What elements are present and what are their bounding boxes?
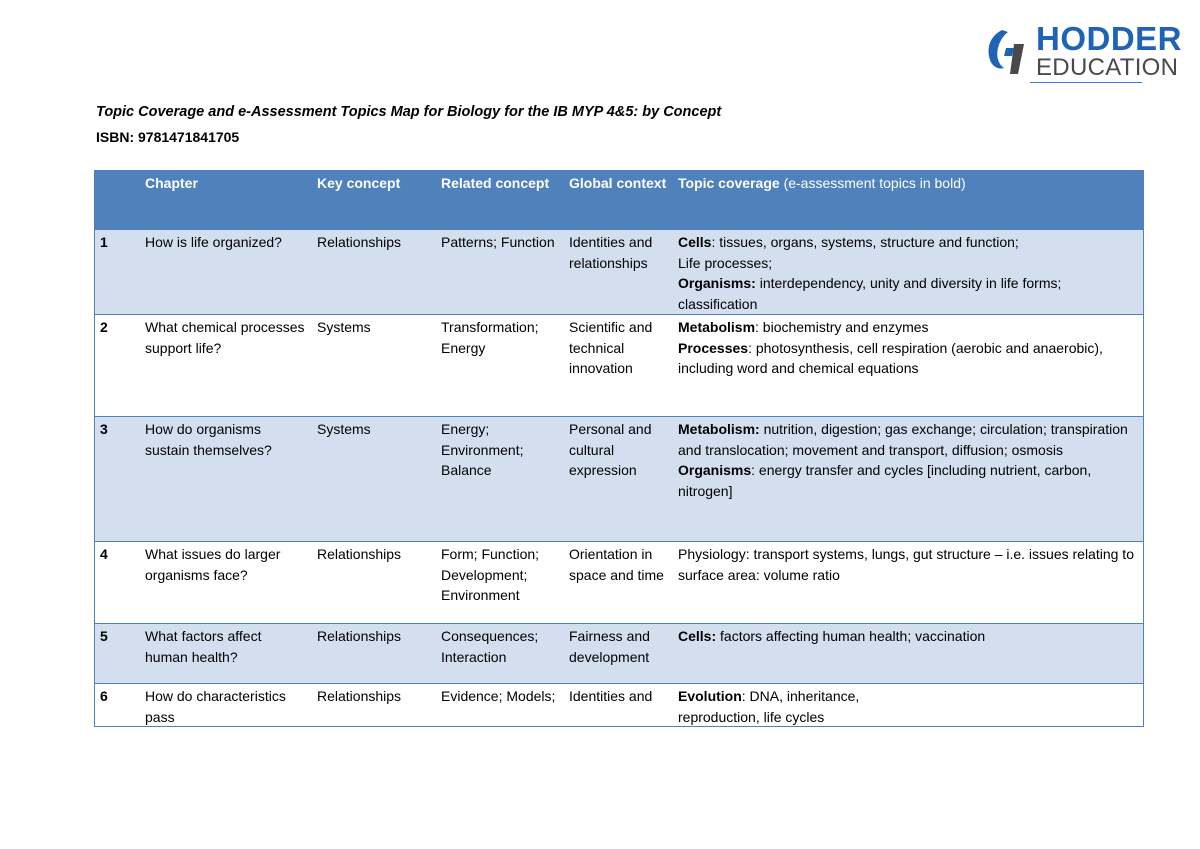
chapter-number: 6 [95, 684, 140, 728]
key-concept: Relationships [312, 542, 436, 624]
coverage-bold: Organisms [678, 462, 752, 478]
chapter-number: 4 [95, 542, 140, 624]
chapter-title: What factors affect human health? [140, 624, 312, 684]
related-concept: Consequences; Interaction [436, 624, 564, 684]
coverage-text: factors affecting human health; vaccination [716, 628, 986, 644]
coverage-text: : photosynthesis, cell respiration (aerobic and anaerobic), including word and chemical equations [678, 339, 1103, 376]
hodder-logo-mark-icon [984, 26, 1030, 76]
topic-coverage [673, 624, 1144, 684]
header-key-concept: Key concept [312, 171, 436, 230]
coverage-bold: Metabolism [678, 319, 756, 335]
coverage-text: reproduction, life cycles [678, 708, 825, 725]
global-context: Fairness and development [564, 624, 673, 684]
header-global-context: Global context [564, 171, 673, 230]
coverage-text: Life processes; [678, 254, 773, 271]
coverage-line [678, 338, 1140, 379]
coverage-text: : tissues, organs, systems, structure and function; [711, 234, 1019, 250]
coverage-line [678, 460, 1140, 501]
coverage-bold: Cells: [678, 628, 717, 644]
coverage-bold: Processes [678, 339, 749, 356]
coverage-text: : energy transfer and cycles [including nutrient, carbon, nitrogen] [678, 462, 1092, 499]
coverage-bold: Evolution [678, 688, 742, 704]
chapter-number: 3 [95, 417, 140, 542]
key-concept: Systems [312, 315, 436, 417]
table-row [95, 417, 1144, 542]
global-context: Orientation in space and time [564, 542, 673, 624]
chapter-title: How is life organized? [140, 230, 312, 315]
coverage-line [678, 419, 1140, 460]
header-related-concept: Related concept [436, 171, 564, 230]
chapter-title: What issues do larger organisms face? [140, 542, 312, 624]
related-concept: Form; Function; Development; Environment [436, 542, 564, 624]
coverage-text: Physiology: transport systems, lungs, gut structure – i.e. issues relating to surface area: volume ratio [678, 546, 1134, 583]
coverage-text: interdependency, unity and diversity in life forms; classification [678, 275, 1062, 312]
related-concept: Patterns; Function [436, 230, 564, 315]
coverage-bold: Cells [678, 234, 712, 250]
table-row [95, 624, 1144, 684]
coverage-bold: Metabolism: [678, 421, 760, 437]
header-chapter: Chapter [140, 171, 312, 230]
global-context: Personal and cultural expression [564, 417, 673, 542]
chapter-title: How do organisms sustain themselves? [140, 417, 312, 542]
logo-word-education: EDUCATION [1036, 54, 1179, 81]
coverage-line [678, 232, 1140, 253]
topic-coverage [673, 315, 1144, 417]
logo-underline [1030, 82, 1142, 83]
coverage-line [678, 626, 1140, 647]
chapter-title: How do characteristics pass [140, 684, 312, 728]
coverage-text: : biochemistry and enzymes [755, 319, 929, 335]
coverage-text: nutrition, digestion; gas exchange; circulation; transpiration and translocation; movement and transport, diffusion; osmosis [678, 421, 1128, 458]
coverage-line [678, 273, 1140, 314]
chapter-number: 1 [95, 230, 140, 315]
chapter-number: 5 [95, 624, 140, 684]
topic-coverage [673, 542, 1144, 624]
coverage-line [678, 707, 1140, 728]
key-concept: Relationships [312, 624, 436, 684]
header-number [95, 171, 140, 230]
related-concept: Energy; Environment; Balance [436, 417, 564, 542]
table-row [95, 315, 1144, 417]
coverage-line [678, 544, 1140, 585]
coverage-line [678, 686, 1140, 707]
coverage-bold: Organisms: [678, 275, 756, 291]
header-topic-coverage [673, 171, 1144, 230]
global-context: Identities and [564, 684, 673, 728]
hodder-education-logo [984, 20, 1183, 84]
header-topic-coverage-note: (e-assessment topics in bold) [783, 175, 966, 191]
coverage-line [678, 253, 1140, 274]
key-concept: Relationships [312, 684, 436, 728]
related-concept: Evidence; Models; [436, 684, 564, 728]
logo-word-hodder: HODDER [1036, 20, 1183, 57]
global-context: Identities and relationships [564, 230, 673, 315]
table-header-row [95, 171, 1144, 230]
table-row [95, 230, 1144, 315]
related-concept: Transformation; Energy [436, 315, 564, 417]
isbn-line: ISBN: 9781471841705 [96, 129, 240, 145]
topic-coverage [673, 684, 1144, 728]
key-concept: Relationships [312, 230, 436, 315]
document-title: Topic Coverage and e-Assessment Topics Map for Biology for the IB MYP 4&5: by Concept [96, 104, 722, 120]
topic-coverage-table [94, 170, 1144, 727]
key-concept: Systems [312, 417, 436, 542]
chapter-title: What chemical processes support life? [140, 315, 312, 417]
global-context: Scientific and technical innovation [564, 315, 673, 417]
table-row [95, 684, 1144, 728]
topic-coverage [673, 230, 1144, 315]
coverage-line [678, 317, 1140, 338]
topic-coverage [673, 417, 1144, 542]
header-topic-coverage-label: Topic coverage [678, 175, 780, 191]
chapter-number: 2 [95, 315, 140, 417]
coverage-text: : DNA, inheritance, [741, 688, 860, 704]
table-row [95, 542, 1144, 624]
